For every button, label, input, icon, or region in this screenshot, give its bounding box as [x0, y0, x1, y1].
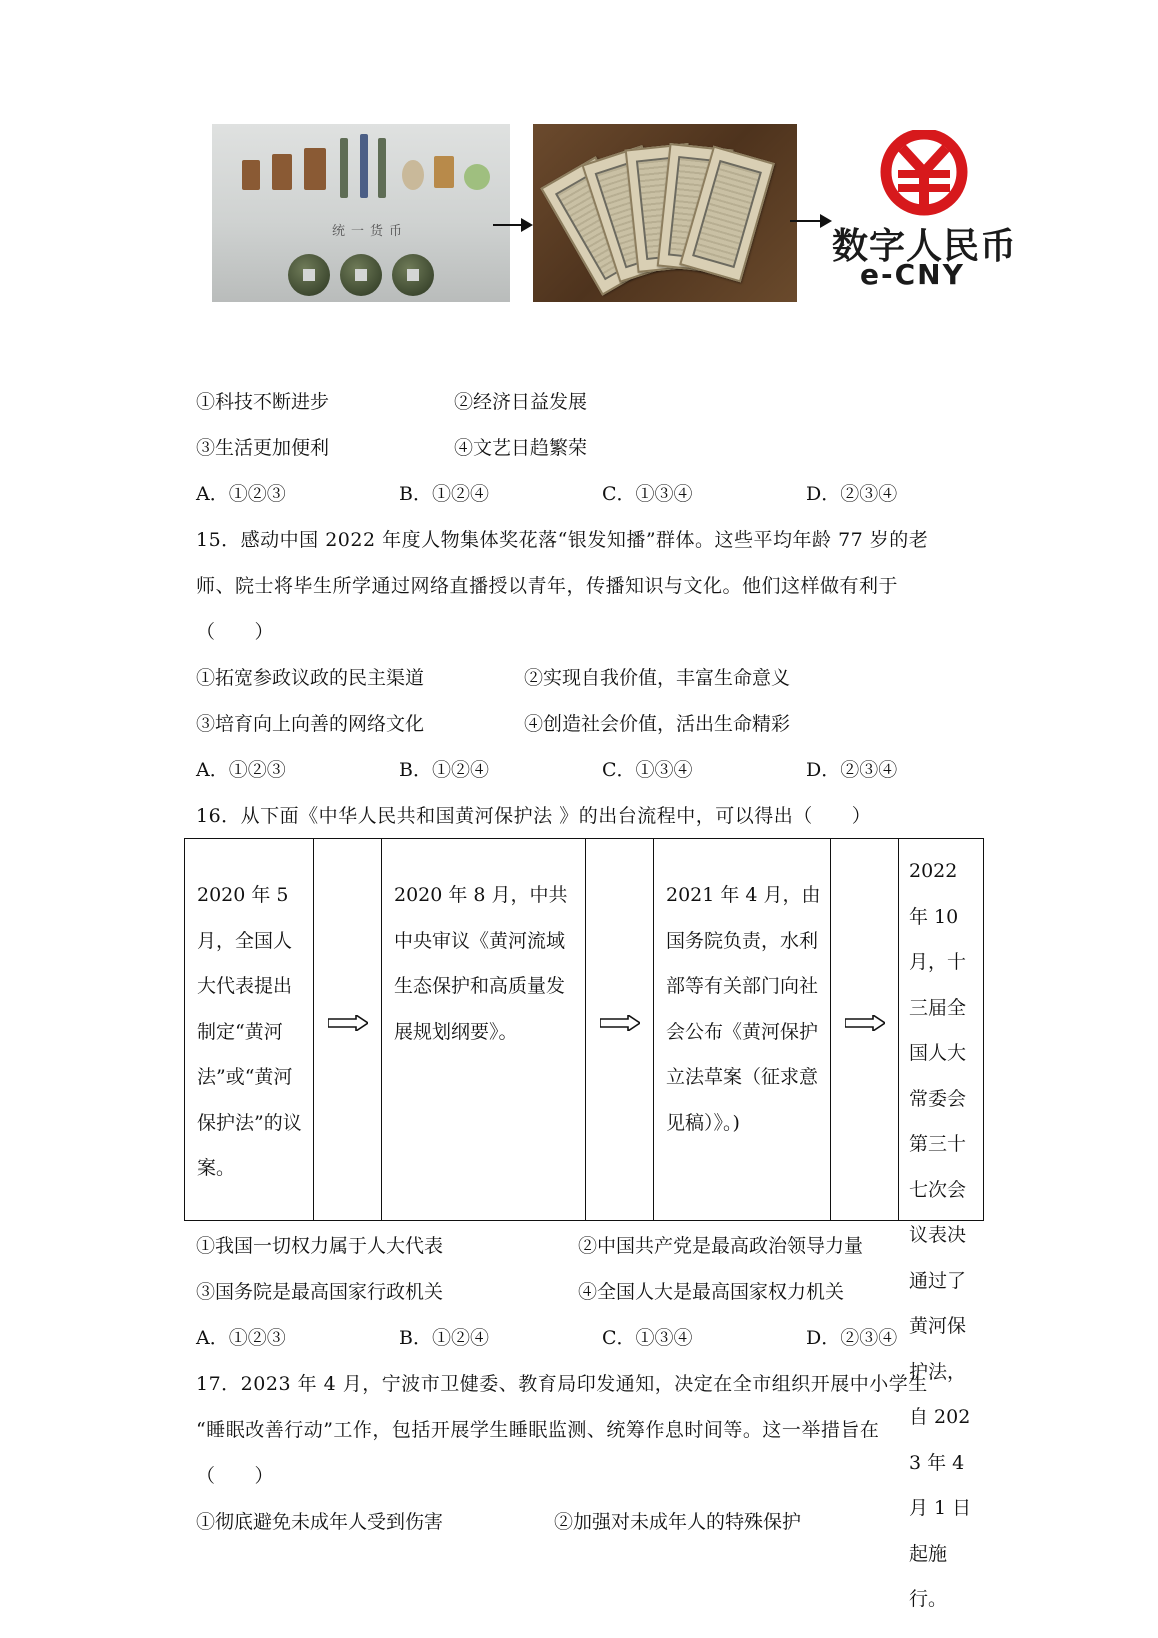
q15-option-4: ④创造社会价值，活出生命精彩 [524, 713, 791, 735]
flow-step-2 [382, 839, 586, 1220]
q15-answer-b: B．①②④ [399, 759, 489, 781]
q15-answer-d: D．②③④ [806, 759, 898, 781]
q17-stem-line-2: “睡眠改善行动”工作，包括开展学生睡眠监测、统筹作息时间等。这一举措旨在 [196, 1419, 880, 1441]
flow-arrow-cell [314, 839, 382, 1220]
round-coin [340, 254, 382, 296]
double-arrow-icon [328, 1015, 368, 1031]
flow-step-1-text: 2020 年 5 月，全国人大代表提出制定“黄河法”或“黄河保护法”的议案。 [197, 884, 302, 1179]
double-arrow-icon [845, 1015, 885, 1031]
q14-answer-c: C．①③④ [602, 483, 693, 505]
flow-arrow-cell [586, 839, 654, 1220]
image-caption: 统一货币 [332, 224, 409, 239]
q15-stem-line-1: 15．感动中国 2022 年度人物集体奖花落“银发知播”群体。这些平均年龄 77 岁的老 [196, 529, 929, 551]
spade-coin-shape [242, 160, 260, 190]
q15-answer-a: A．①②③ [196, 759, 286, 781]
q17-option-2: ②加强对未成年人的特殊保护 [554, 1511, 802, 1533]
q15-option-3: ③培育向上向善的网络文化 [196, 713, 425, 735]
spade-coin-shape [272, 154, 292, 190]
q14-option-3: ③生活更加便利 [196, 437, 330, 459]
q16-answer-c: C．①③④ [602, 1327, 693, 1349]
q16-option-4: ④全国人大是最高国家权力机关 [578, 1281, 845, 1303]
knife-coin-shape [360, 134, 368, 198]
spade-coin-shape [434, 156, 454, 188]
knife-coin-shape [378, 138, 386, 198]
flow-step-4 [899, 839, 983, 1610]
flow-step-2-text: 2020 年 8 月，中共中央审议《黄河流域生态保护和高质量发展规划纲要》。 [394, 884, 568, 1043]
paper-money-image [533, 124, 797, 302]
q14-answer-b: B．①②④ [399, 483, 489, 505]
flow-arrow-cell [831, 839, 899, 1220]
q16-option-2: ②中国共产党是最高政治领导力量 [578, 1235, 864, 1257]
q15-stem-line-2: 师、院士将毕生所学通过网络直播授以青年，传播知识与文化。他们这样做有利于 [196, 575, 899, 597]
q14-option-2: ②经济日益发展 [454, 391, 588, 413]
q16-option-3: ③国务院是最高国家行政机关 [196, 1281, 444, 1303]
q15-option-1: ①拓宽参政议政的民主渠道 [196, 667, 425, 689]
q14-option-4: ④文艺日趋繁荣 [454, 437, 588, 459]
q17-stem-line-1: 17．2023 年 4 月，宁波市卫健委、教育局印发通知，决定在全市组织开展中小学生 [196, 1373, 928, 1395]
ancient-currency-image [212, 124, 510, 302]
q16-option-1: ①我国一切权力属于人大代表 [196, 1235, 444, 1257]
q15-stem-line-3: （ ） [196, 621, 275, 643]
q14-answer-d: D．②③④ [806, 483, 898, 505]
q14-answer-a: A．①②③ [196, 483, 286, 505]
q16-answer-d: D．②③④ [806, 1327, 898, 1349]
flow-step-4-text: 2022 年 10 月，十三届全国人大常委会第三十七次会议表决通过了黄河保护法，自 2023 年 4 月 1 日起施行。 [909, 860, 972, 1610]
spade-coin-shape [304, 148, 326, 190]
arrow-right-icon [493, 224, 531, 226]
round-coin [392, 254, 434, 296]
q17-option-1: ①彻底避免未成年人受到伤害 [196, 1511, 444, 1533]
q15-answer-c: C．①③④ [602, 759, 693, 781]
flow-step-3 [654, 839, 831, 1220]
q16-stem-line-1: 16．从下面《中华人民共和国黄河保护法 》的出台流程中，可以得出（ ） [196, 805, 872, 827]
round-coin [288, 254, 330, 296]
jade-disc-shape [464, 164, 490, 190]
ecny-subtitle: e-CNY [860, 258, 965, 291]
arrow-right-icon [790, 220, 830, 222]
knife-coin-shape [340, 138, 348, 198]
ecny-title: 数字人民币 [832, 226, 1018, 267]
q17-stem-line-3: （ ） [196, 1465, 275, 1487]
double-arrow-icon [600, 1015, 640, 1031]
flow-step-3-text: 2021 年 4 月，由国务院负责，水利部等有关部门向社会公布《黄河保护立法草案（征求意见稿）》。) [666, 884, 821, 1134]
flow-step-1 [185, 839, 314, 1220]
q14-option-1: ①科技不断进步 [196, 391, 330, 413]
q16-answer-a: A．①②③ [196, 1327, 286, 1349]
shell-coin-shape [402, 160, 424, 190]
q15-option-2: ②实现自我价值，丰富生命意义 [524, 667, 791, 689]
q16-answer-b: B．①②④ [399, 1327, 489, 1349]
